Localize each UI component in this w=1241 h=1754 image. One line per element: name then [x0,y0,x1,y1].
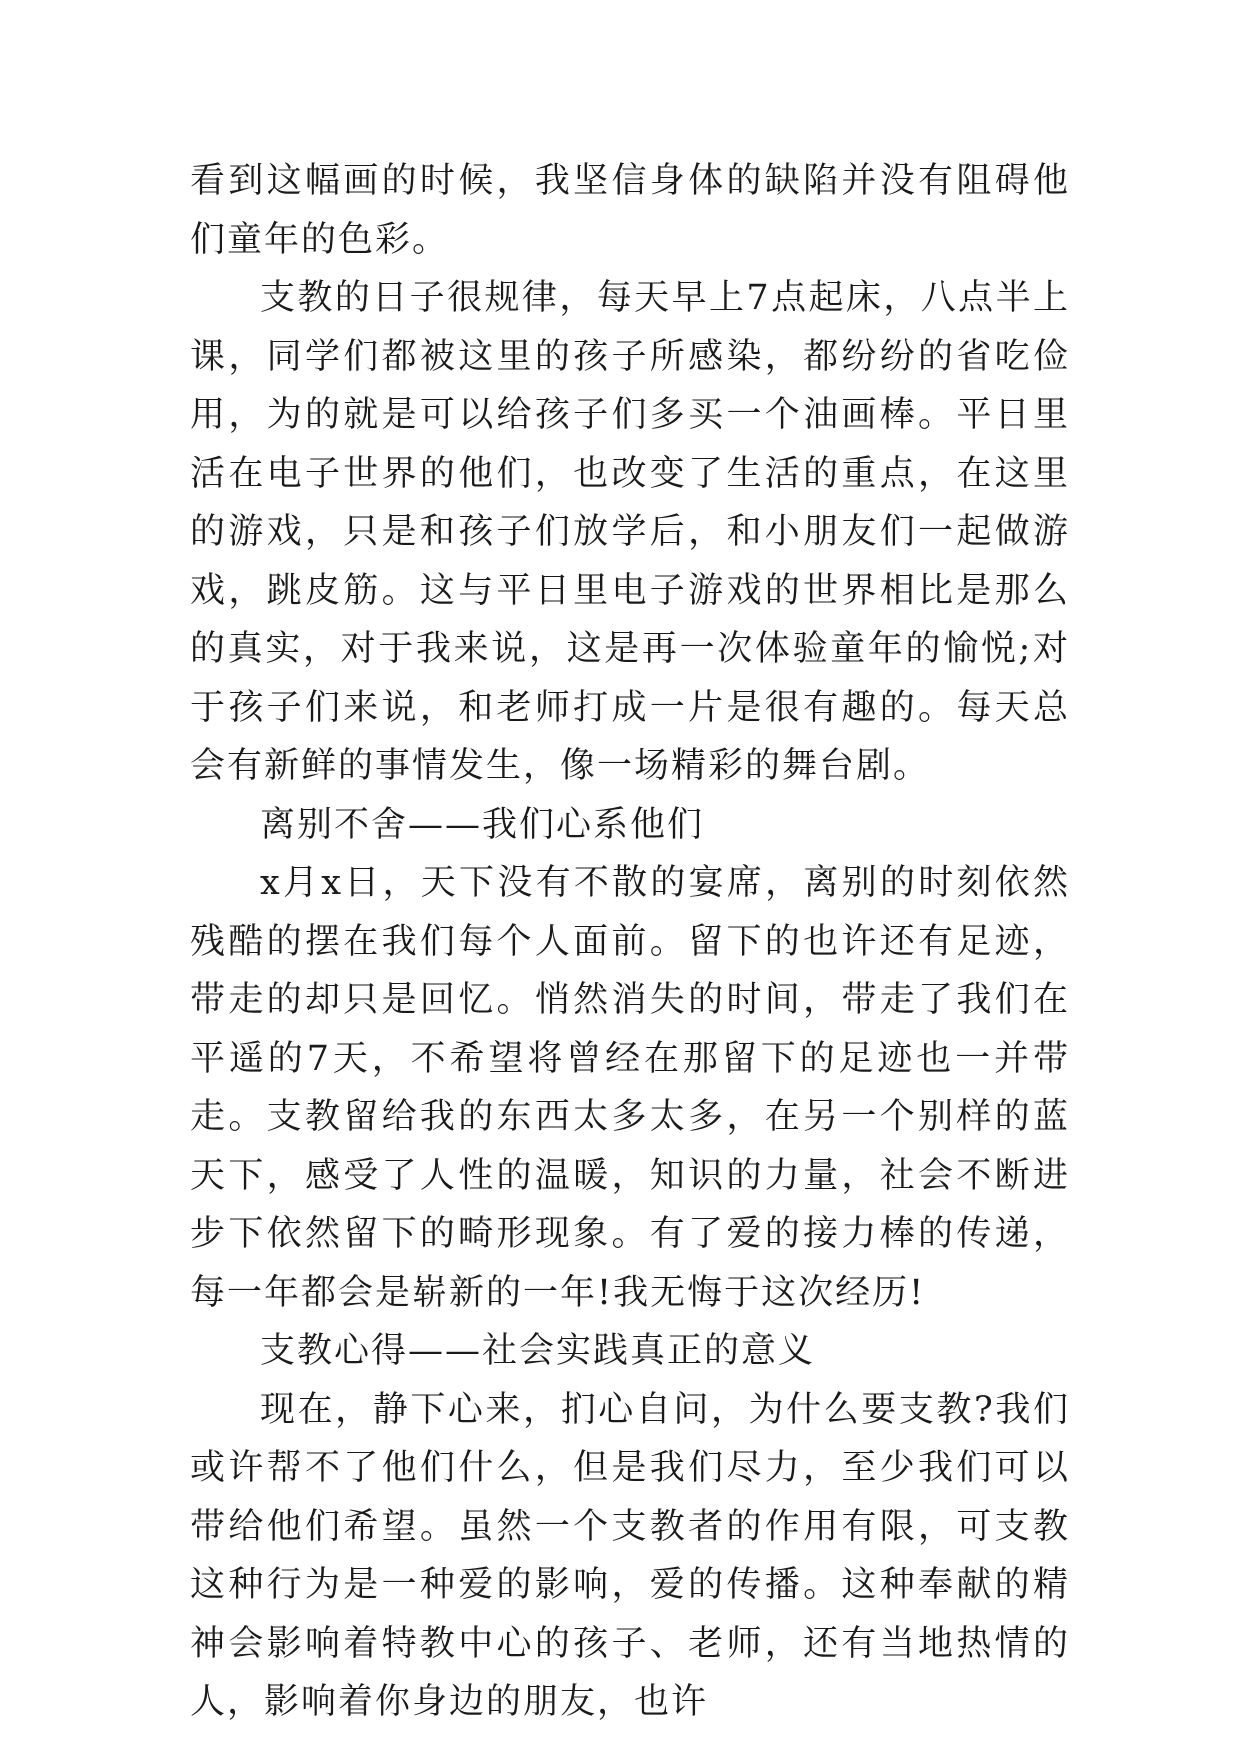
paragraph-continuation: 看到这幅画的时候，我坚信身体的缺陷并没有阻碍他们童年的色彩。 [190,161,1070,260]
document-page [190,152,1070,1732]
paragraph-teaching-days: 支教的日子很规律，每天早上7点起床，八点半上课，同学们都被这里的孩子所感染，都纷纷的省吃俭用，为的就是可以给孩子们多买一个油画棒。平日里活在电子世界的他们，也改变了生活的重点，在这里的游戏，只是和孩子们放学后，和小朋友们一起做游戏，跳皮筋。这与平日里电子游戏的世界相比是那么的真实，对于我来说，这是再一次体验童年的愉悦;对于孩子们来说，和老师打成一片是很有趣的。每天总会有新鲜的事情发生，像一场精彩的舞台剧。 [190,278,1070,786]
section-heading-reflection: 支教心得——社会实践真正的意义 [260,1331,816,1371]
paragraph-farewell: x月x日，天下没有不散的宴席，离别的时刻依然残酷的摆在我们每个人面前。留下的也许还有足迹，带走的却只是回忆。悄然消失的时间，带走了我们在平遥的7天，不希望将曾经在那留下的足迹也一并带走。支教留给我的东西太多太多，在另一个别样的蓝天下，感受了人性的温暖，知识的力量，社会不断进步下依然留下的畸形现象。有了爱的接力棒的传递，每一年都会是崭新的一年!我无悔于这次经历! [190,863,1070,1313]
paragraph-reflection: 现在，静下心来，扪心自问，为什么要支教?我们或许帮不了他们什么，但是我们尽力，至少我们可以带给他们希望。虽然一个支教者的作用有限，可支教这种行为是一种爱的影响，爱的传播。这种奉献的精神会影响着特教中心的孩子、老师，还有当地热情的人，影响着你身边的朋友，也许 [190,1389,1070,1722]
section-heading-farewell: 离别不舍——我们心系他们 [260,804,705,845]
